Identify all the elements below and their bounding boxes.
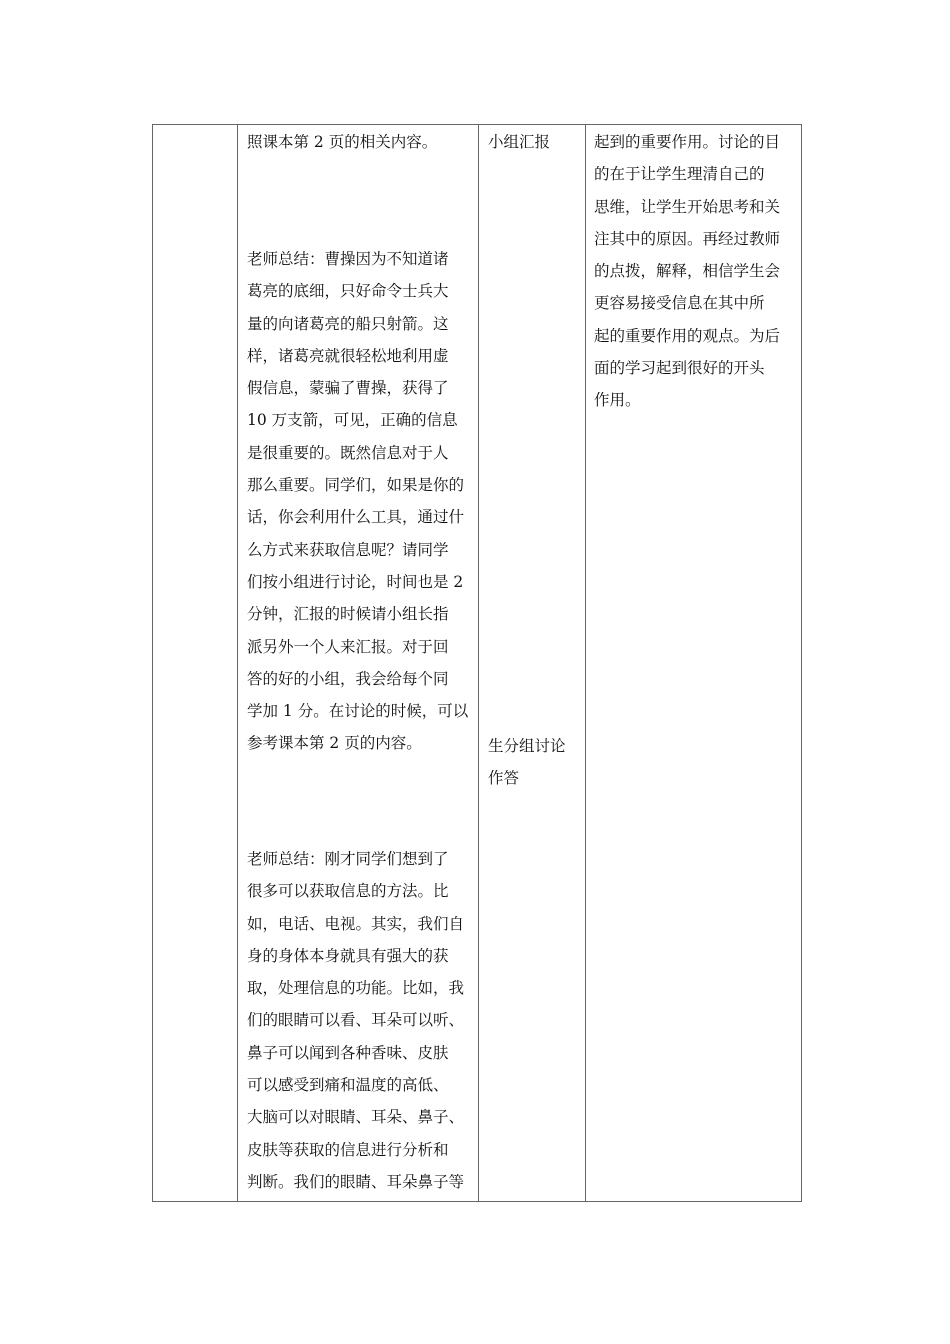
- student-activity-group-report: 小组汇报: [488, 133, 551, 151]
- stage-cell: [153, 125, 238, 1202]
- lesson-plan-table: [152, 124, 802, 1202]
- activity-paragraph-teacher-summary-2: 老师总结：刚才同学们想到了 很多可以获取信息的方法。比 如，电话、电视。其实，我们自 身的身体本身就具有强大的获 取，处理信息的功能。比如，我 们的眼睛可以看、耳朵可以听、 鼻子可以闻到各种香味、皮肤 可以感受到痛和温度的高低、 大脑可以对眼睛、耳朵、鼻子、 皮肤等获取的信息进行分析和 判断。我们的眼睛、耳朵鼻子等: [247, 850, 465, 1191]
- student-activity-group-discussion: 生分组讨论 作答: [488, 737, 566, 788]
- design-intent-paragraph: 起到的重要作用。讨论的目 的在于让学生理清自己的 思维，让学生开始思考和关 注其中的原因。再经过教师 的点拨，解释，相信学生会 更容易接受信息在其中所 起的重要作用的观点。为后 面的学习起到很好的开头 作用。: [594, 133, 781, 410]
- teacher-activity-cell: [238, 125, 479, 1202]
- stage-cell-body: [153, 125, 237, 1201]
- activity-paragraph-reference: 照课本第 2 页的相关内容。: [247, 133, 438, 151]
- student-activity-cell: [479, 125, 586, 1202]
- activity-paragraph-teacher-summary-1: 老师总结：曹操因为不知道诸 葛亮的底细，只好命令士兵大 量的向诸葛亮的船只射箭。这 样，诸葛亮就很轻松地利用虚 假信息，蒙骗了曹操，获得了 10 万支箭，可见，正确的信息 是很重要的。既然信息对于人 那么重要。同学们，如果是你的 话，你会利用什么工具，通过什 么方式来获取信息呢？请同学 们按小组进行讨论，时间也是 2 分钟，汇报的时候请小组长指 派另外一个人来汇报。对于回 答的好的小组，我会给每个同 学加 1 分。在讨论的时候，可以 参考课本第 2 页的内容。: [247, 250, 469, 753]
- design-intent-cell: [586, 125, 802, 1202]
- table-row: [153, 125, 802, 1202]
